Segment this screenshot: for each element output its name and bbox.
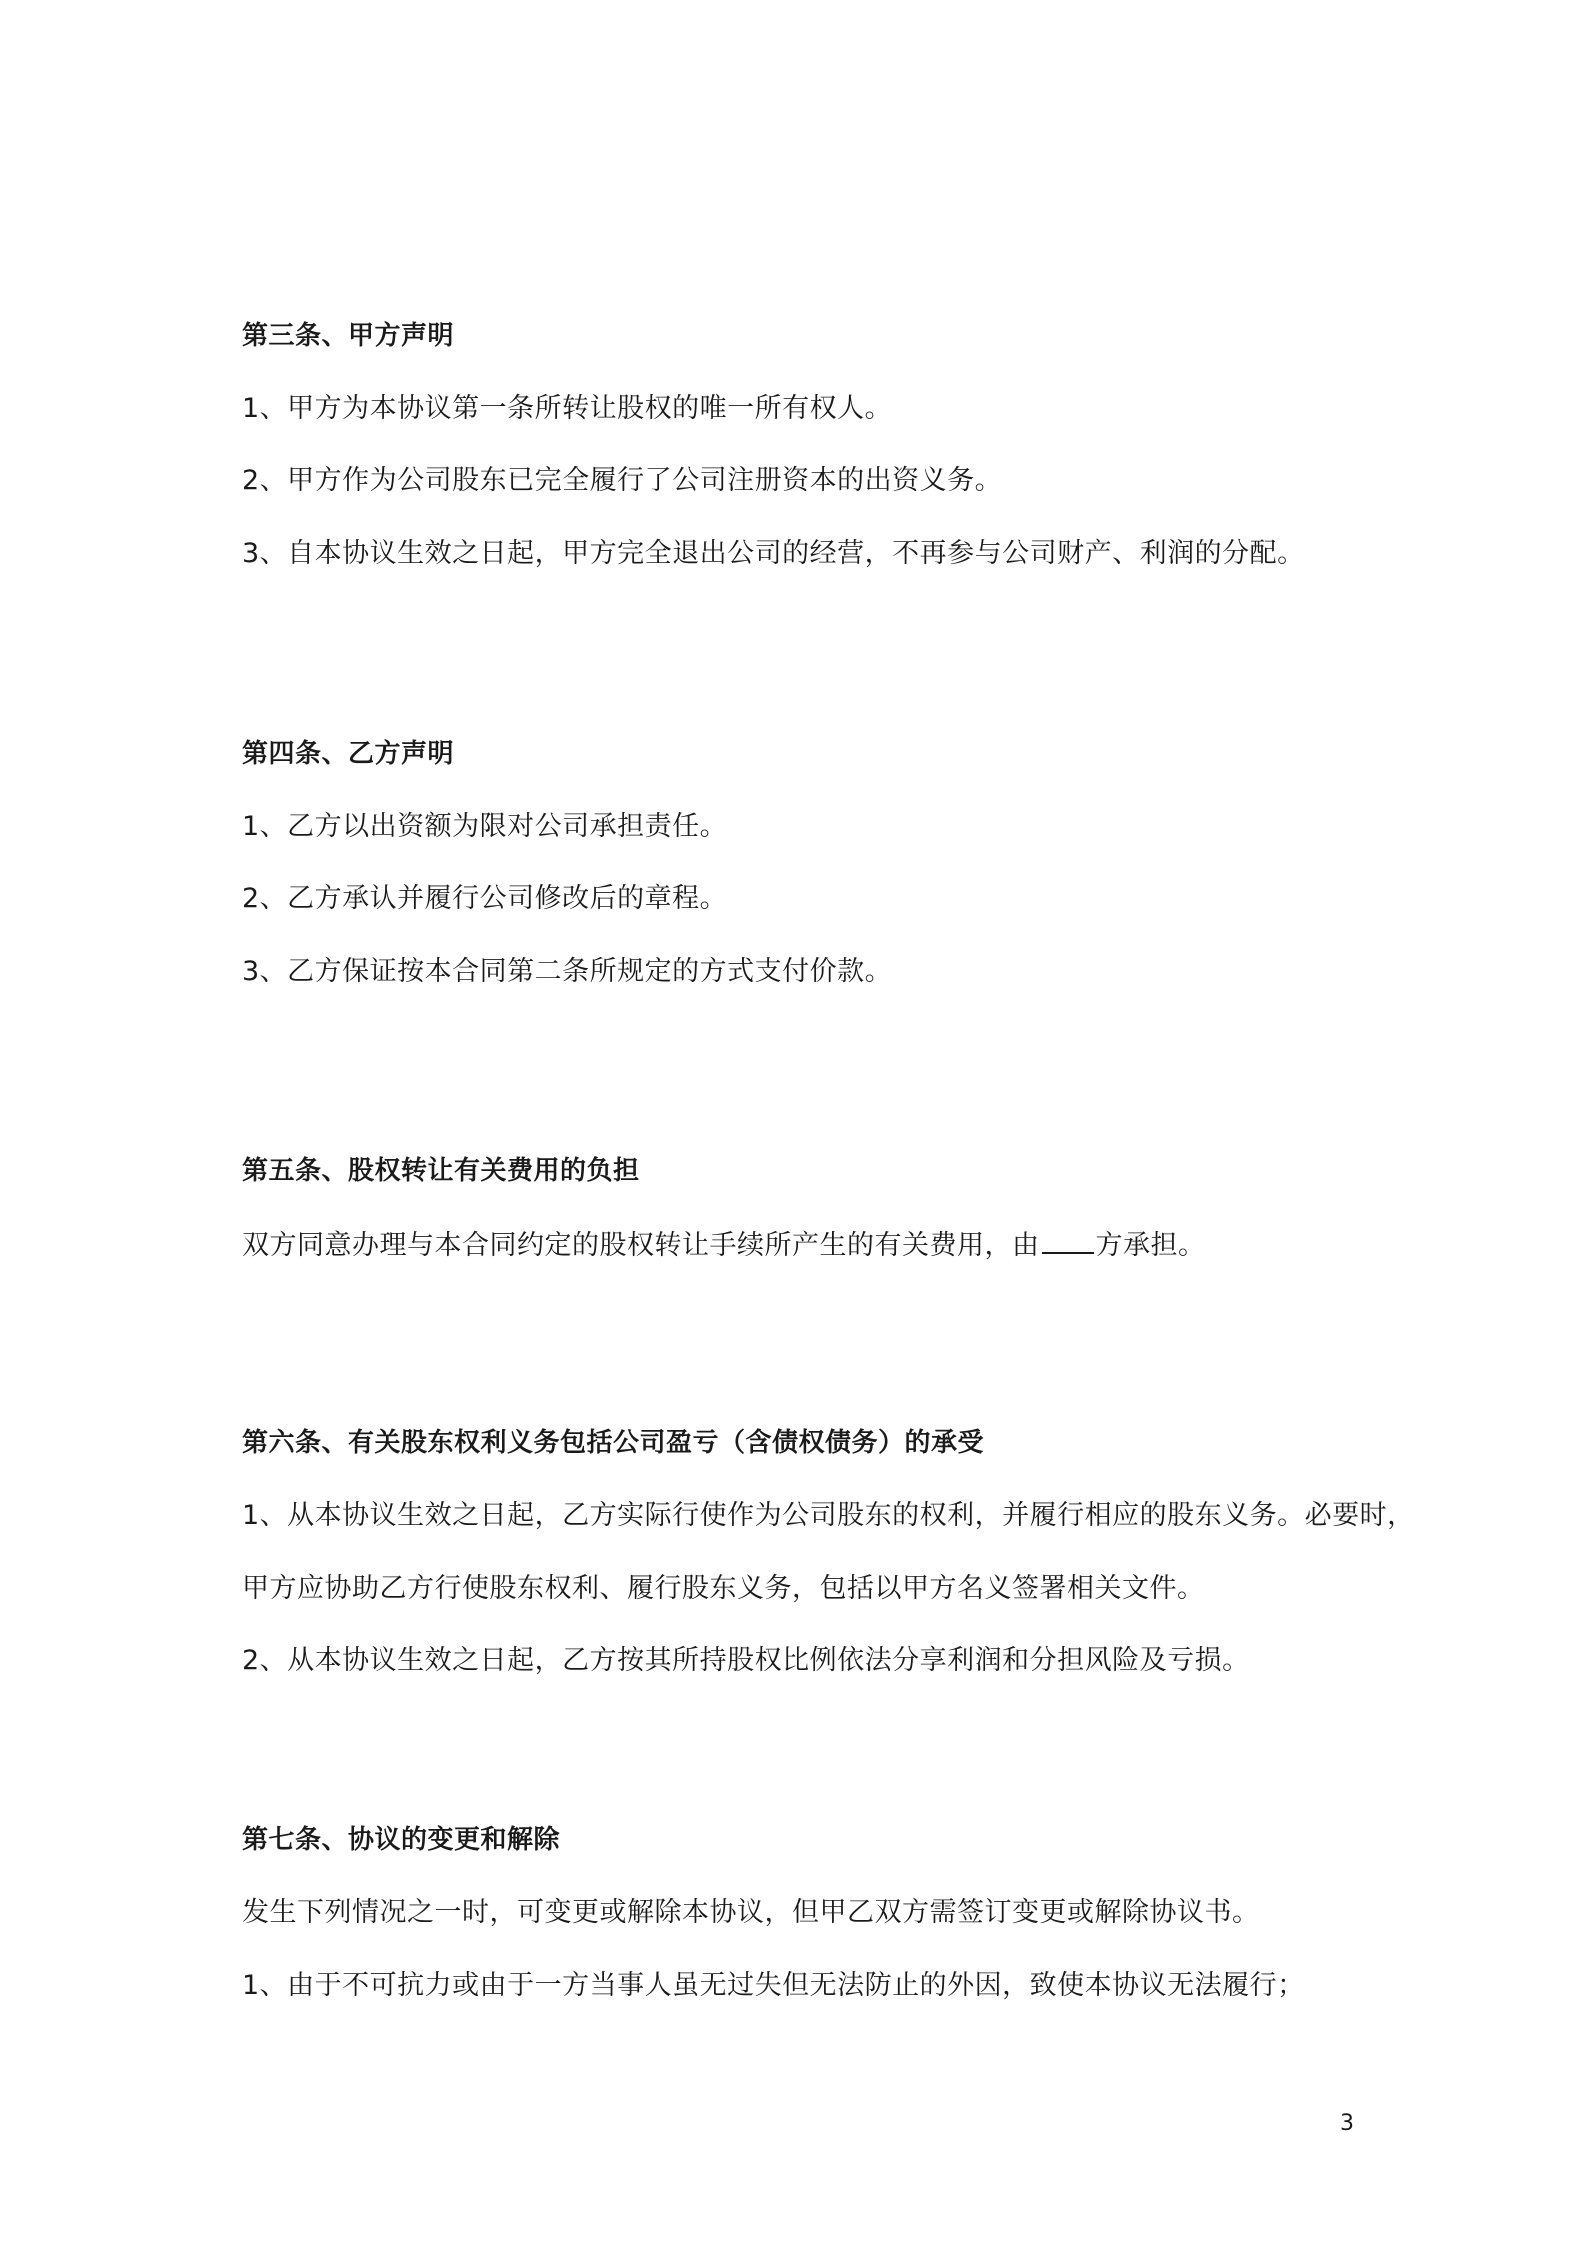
article-6-item-1-continued: 甲方应协助乙方行使股东权利、履行股东义务，包括以甲方名义签署相关文件。 — [242, 1573, 1205, 1604]
article-6-item-1: 1、从本协议生效之日起，乙方实际行使作为公司股东的权利，并履行相应的股东义务。必要时， — [242, 1500, 1415, 1531]
article-3-item-2: 2、甲方作为公司股东已完全履行了公司注册资本的出资义务。 — [242, 465, 1003, 496]
fill-in-blank — [1042, 1226, 1094, 1254]
article-5-heading: 第五条、股权转让有关费用的负担 — [242, 1156, 640, 1186]
article-4-item-2: 2、乙方承认并履行公司修改后的章程。 — [242, 883, 728, 914]
article-7-heading: 第七条、协议的变更和解除 — [242, 1825, 561, 1855]
article-4-item-3: 3、乙方保证按本合同第二条所规定的方式支付价款。 — [242, 956, 893, 987]
article-3-item-1: 1、甲方为本协议第一条所转让股权的唯一所有权人。 — [242, 393, 893, 424]
article-4-heading: 第四条、乙方声明 — [242, 739, 455, 769]
article-6-heading: 第六条、有关股东权利义务包括公司盈亏（含债权债务）的承受 — [242, 1428, 985, 1458]
article-5-paragraph — [242, 1226, 1206, 1264]
article-3-item-3: 3、自本协议生效之日起，甲方完全退出公司的经营，不再参与公司财产、利润的分配。 — [242, 538, 1305, 569]
page-number: 3 — [1340, 2111, 1354, 2136]
article-4-item-1: 1、乙方以出资额为限对公司承担责任。 — [242, 811, 728, 842]
article-3-heading: 第三条、甲方声明 — [242, 321, 455, 351]
article-7-item-1: 1、由于不可抗力或由于一方当事人虽无过失但无法防止的外因，致使本协议无法履行； — [242, 1970, 1305, 2001]
article-5-text-after: 方承担。 — [1095, 1230, 1206, 1261]
article-7-intro: 发生下列情况之一时，可变更或解除本协议，但甲乙双方需签订变更或解除协议书。 — [242, 1897, 1260, 1928]
article-6-item-2: 2、从本协议生效之日起，乙方按其所持股权比例依法分享利润和分担风险及亏损。 — [242, 1645, 1250, 1676]
article-5-text-before: 双方同意办理与本合同约定的股权转让手续所产生的有关费用，由 — [242, 1230, 1040, 1261]
